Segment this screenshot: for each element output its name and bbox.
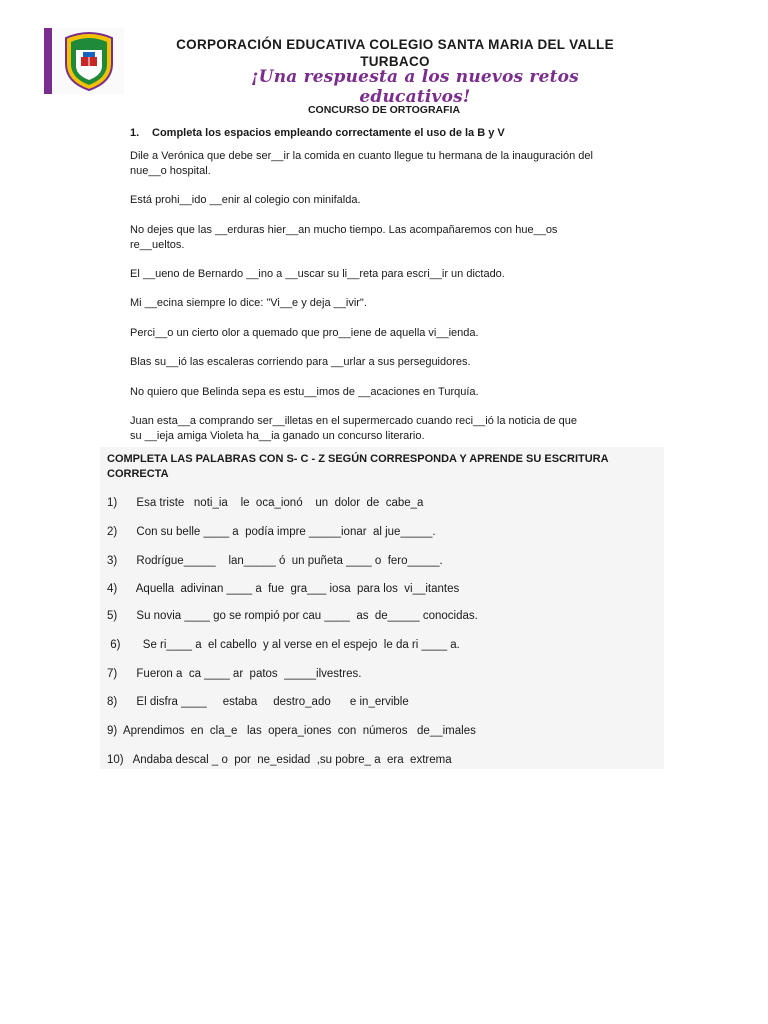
logo-box <box>54 28 124 94</box>
section2-background <box>100 447 664 769</box>
exercise-paragraph <box>130 355 670 370</box>
paragraph-line: nue__o hospital. <box>130 165 211 177</box>
exercise-paragraph <box>130 193 670 208</box>
paragraph-line: Está prohi__ido __enir al colegio con minifalda. <box>130 194 361 206</box>
school-logo <box>44 28 124 94</box>
exercise-item: 8) El disfra ____ estaba destro_ado e in_ervible <box>107 696 409 708</box>
exercise-item: 4) Aquella adivinan ____ a fue gra___ iosa para los vi__itantes <box>107 583 460 595</box>
exercise-item: 3) Rodrígue_____ lan_____ ó un puñeta ____ o fero_____. <box>107 555 443 567</box>
exercise-item: 2) Con su belle ____ a podía impre _____ionar al jue_____. <box>107 526 436 538</box>
logo-accent-bar <box>44 28 52 94</box>
paragraph-line: Mi __ecina siempre lo dice: "Vi__e y deja __ivir". <box>130 297 367 309</box>
exercise-item: 5) Su novia ____ go se rompió por cau ____ as de_____ conocidas. <box>107 610 478 622</box>
paragraph-line: Blas su__ió las escaleras corriendo para __urlar a sus perseguidores. <box>130 356 471 368</box>
paragraph-line: Juan esta__a comprando ser__illetas en el supermercado cuando reci__ió la noticia de que <box>130 415 578 427</box>
school-motto: ¡Una respuesta a los nuevos retos educativos! <box>251 67 579 107</box>
paragraph-line: Dile a Verónica que debe ser__ir la comida en cuanto llegue tu hermana de la inauguración del <box>130 150 593 162</box>
paragraph-line: El __ueno de Bernardo __ino a __uscar su li__reta para escri__ir un dictado. <box>130 268 505 280</box>
paragraph-line: No dejes que las __erduras hier__an mucho tiempo. Las acompañaremos con hue__os <box>130 224 558 236</box>
exercise-paragraph <box>130 385 670 400</box>
school-name-line2: TURBACO <box>360 54 430 69</box>
exercise-item: 10) Andaba descal _ o por ne_esidad ,su pobre_ a era extrema <box>107 754 452 766</box>
exercise-item: 9) Aprendimos en cla_e las opera_iones con números de__imales <box>107 725 476 737</box>
paragraph-line: su __ieja amiga Violeta ha__ia ganado un concurso literario. <box>130 430 425 442</box>
section1-instruction-text: Completa los espacios empleando correctamente el uso de la B y V <box>152 127 505 139</box>
section1-instruction <box>130 127 505 139</box>
exercise-paragraph <box>130 267 670 282</box>
school-crest-icon <box>54 28 124 94</box>
exercise-item: 7) Fueron a ca ____ ar patos _____ilvestres. <box>107 668 362 680</box>
school-name-line1: CORPORACIÓN EDUCATIVA COLEGIO SANTA MARIA DEL VALLE <box>176 37 614 52</box>
section2-instruction-line1: COMPLETA LAS PALABRAS CON S- C - Z SEGÚN CORRESPONDA Y APRENDE SU ESCRITURA <box>107 453 609 465</box>
contest-title: CONCURSO DE ORTOGRAFIA <box>307 104 461 116</box>
school-name-heading <box>140 36 650 70</box>
paragraph-line: re__ueltos. <box>130 239 185 251</box>
exercise-paragraph <box>130 326 670 341</box>
paragraph-line: Perci__o un cierto olor a quemado que pro__iene de aquella vi__ienda. <box>130 327 479 339</box>
exercise-item: 6) Se ri____ a el cabello y al verse en el espejo le da ri ____ a. <box>107 639 460 651</box>
exercise-paragraph <box>130 149 670 179</box>
exercise-paragraph <box>130 223 670 253</box>
paragraph-line: No quiero que Belinda sepa es estu__imos de __acaciones en Turquía. <box>130 386 479 398</box>
exercise-paragraph <box>130 296 670 311</box>
exercise-paragraph <box>130 414 670 444</box>
exercise-item: 1) Esa triste noti_ia le oca_ionó un dolor de cabe_a <box>107 497 424 509</box>
section2-instruction-line2: CORRECTA <box>107 468 169 480</box>
section1-number: 1. <box>130 127 140 139</box>
section2-instruction <box>107 452 667 482</box>
